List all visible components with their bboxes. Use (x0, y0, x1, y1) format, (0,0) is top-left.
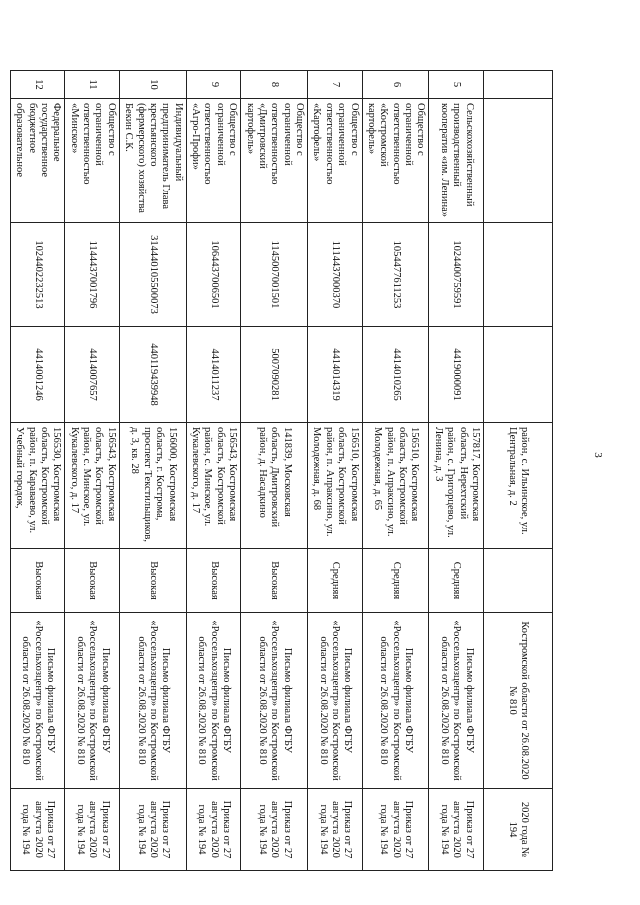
cell-inn: 4419000091 (429, 327, 484, 423)
table-row (186, 71, 241, 871)
cell-level: Высокая (65, 549, 120, 613)
cell-ogrn: 314440105500073 (119, 223, 186, 327)
cell-inn: 4414001246 (10, 327, 65, 423)
cell-num: 12 (10, 71, 65, 99)
cell-ogrn: 1145007001501 (241, 223, 308, 327)
registry-table (10, 70, 553, 871)
cell-inn: 4414010265 (362, 327, 429, 423)
cell-level: Высокая (241, 549, 308, 613)
continuation-row (484, 71, 553, 871)
cell-address: 157817, Костромская область, Нерехтский район, с. Григорцево, ул. Ленина, д. 3 (429, 423, 484, 549)
cell-level: Высокая (186, 549, 241, 613)
cell-order: Приказ от 27 августа 2020 года № 194 (241, 789, 308, 871)
cell-ogrn: 1054477611253 (362, 223, 429, 327)
registry-table-container (14, 70, 553, 870)
page-number: 3 (592, 452, 604, 458)
cell-level: Средняя (429, 549, 484, 613)
cell-address: 156510, Костромская область, Костромской район, п. Апраксино, ул. Молодежная, д. 68 (308, 423, 363, 549)
cell-level (484, 549, 553, 613)
cell-document: Письмо филиала ФГБУ «Россельхозцентр» по Костромской области от 26.08.2020 № 810 (10, 613, 65, 789)
cell-name (484, 99, 553, 223)
cell-inn: 440119439948 (119, 327, 186, 423)
cell-document: Письмо филиала ФГБУ «Россельхозцентр» по Костромской области от 26.08.2020 № 810 (119, 613, 186, 789)
cell-order: Приказ от 27 августа 2020 года № 194 (362, 789, 429, 871)
cell-num: 7 (308, 71, 363, 99)
cell-num: 11 (65, 71, 120, 99)
cell-document: Письмо филиала ФГБУ «Россельхозцентр» по Костромской области от 26.08.2020 № 810 (308, 613, 363, 789)
cell-document: Письмо филиала ФГБУ «Россельхозцентр» по Костромской области от 26.08.2020 № 810 (241, 613, 308, 789)
cell-ogrn: 1024402232513 (10, 223, 65, 327)
cell-num: 5 (429, 71, 484, 99)
cell-document: Письмо филиала ФГБУ «Россельхозцентр» по Костромской области от 26.08.2020 № 810 (186, 613, 241, 789)
cell-order: Приказ от 27 августа 2020 года № 194 (308, 789, 363, 871)
cell-inn: 5007090281 (241, 327, 308, 423)
cell-address: 156543, Костромская область, Костромской район, с. Минское, ул. Кукалевского, д. 17 (186, 423, 241, 549)
cell-level: Средняя (308, 549, 363, 613)
table-row (65, 71, 120, 871)
cell-num: 6 (362, 71, 429, 99)
table-row (308, 71, 363, 871)
cell-name: Общество с ограниченной ответственностью «Дмитровский картофель» (241, 99, 308, 223)
cell-num: 10 (119, 71, 186, 99)
cell-name: Индивидуальный предприниматель Глава крестьянского (фермерского) хозяйства Бекин С.К. (119, 99, 186, 223)
cell-num: 8 (241, 71, 308, 99)
cell-document: Письмо филиала ФГБУ «Россельхозцентр» по Костромской области от 26.08.2020 № 810 (429, 613, 484, 789)
cell-address: 156543, Костромская область, Костромской район, с. Минское, ул. Кукалевского, д. 17 (65, 423, 120, 549)
cell-name: Общество с ограниченной ответственностью «Костромской картофель» (362, 99, 429, 223)
cell-order: Приказ от 27 августа 2020 года № 194 (10, 789, 65, 871)
cell-order: 2020 года № 194 (484, 789, 553, 871)
cell-name: Общество с ограниченной ответственностью «Картофель» (308, 99, 363, 223)
cell-ogrn: 1024400759591 (429, 223, 484, 327)
cell-level: Средняя (362, 549, 429, 613)
cell-ogrn: 1064437006501 (186, 223, 241, 327)
cell-inn: 4414014319 (308, 327, 363, 423)
table-row (429, 71, 484, 871)
cell-inn (484, 327, 553, 423)
table-row (241, 71, 308, 871)
cell-ogrn: 1114437000370 (308, 223, 363, 327)
cell-address: 141839, Московская область, Дмитровский район, д. Насадкино (241, 423, 308, 549)
cell-order: Приказ от 27 августа 2020 года № 194 (429, 789, 484, 871)
cell-num (484, 71, 553, 99)
cell-address: 156000, Костромская область, г. Кострома, проспект Текстильщиков, д. 3, кв. 28 (119, 423, 186, 549)
table-row (10, 71, 65, 871)
cell-order: Приказ от 27 августа 2020 года № 194 (119, 789, 186, 871)
cell-ogrn (484, 223, 553, 327)
cell-address: 156530, Костромская область, Костромской район, п. Караваево, ул. Учебный городок, (10, 423, 65, 549)
cell-order: Приказ от 27 августа 2020 года № 194 (65, 789, 120, 871)
table-row (362, 71, 429, 871)
cell-name: Сельскохозяйственный производственный кооператив «им. Ленина» (429, 99, 484, 223)
cell-document: Костромской области от 26.08.2020 № 810 (484, 613, 553, 789)
cell-level: Высокая (119, 549, 186, 613)
cell-document: Письмо филиала ФГБУ «Россельхозцентр» по Костромской области от 26.08.2020 № 810 (65, 613, 120, 789)
cell-inn: 4414011237 (186, 327, 241, 423)
cell-level: Высокая (10, 549, 65, 613)
cell-document: Письмо филиала ФГБУ «Россельхозцентр» по Костромской области от 26.08.2020 № 810 (362, 613, 429, 789)
cell-name: Общество с ограниченной ответственностью «Минское» (65, 99, 120, 223)
cell-name: Федеральное государственное бюджетное образовательное (10, 99, 65, 223)
cell-name: Общество с ограниченной ответственностью «Агро-Профи» (186, 99, 241, 223)
cell-address: район, с. Ильинское, ул. Центральная, д. 2 (484, 423, 553, 549)
cell-num: 9 (186, 71, 241, 99)
cell-order: Приказ от 27 августа 2020 года № 194 (186, 789, 241, 871)
cell-address: 156510, Костромская область, Костромской район, п. Апраксино, ул. Молодежная, д. 65 (362, 423, 429, 549)
table-row (119, 71, 186, 871)
cell-inn: 4414007657 (65, 327, 120, 423)
cell-ogrn: 1144437001796 (65, 223, 120, 327)
rotated-table-area (14, 70, 553, 870)
